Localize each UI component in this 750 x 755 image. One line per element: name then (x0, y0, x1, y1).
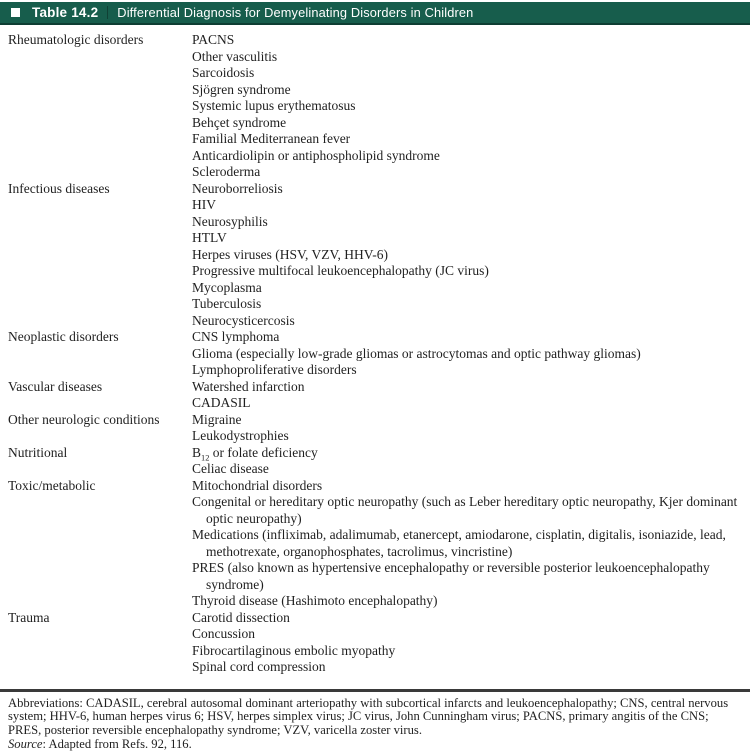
table-row (8, 412, 746, 445)
category-cell: Other neurologic conditions (8, 411, 160, 427)
source-label: Source (8, 737, 43, 752)
list-item: Neurosyphilis (192, 213, 268, 229)
list-item: Sjögren syndrome (192, 81, 291, 97)
items-cell (192, 478, 744, 610)
table-row (8, 329, 746, 379)
list-item: Congenital or hereditary optic neuropathy (such as Leber hereditary optic neuropathy, Kjer dominant optic neuropathy) (192, 494, 738, 526)
table-footnote (0, 689, 750, 753)
items-cell (192, 181, 744, 330)
table-row (8, 181, 746, 330)
list-item: Spinal cord compression (192, 659, 326, 674)
category-cell: Toxic/metabolic (8, 477, 96, 493)
category-cell: Nutritional (8, 444, 68, 460)
items-cell (192, 32, 744, 181)
list-item: Leukodystrophies (192, 428, 289, 443)
table-title: Differential Diagnosis for Demyelinating Disorders in Children (117, 5, 474, 20)
list-item: Neurocysticercosis (192, 312, 295, 328)
list-item: Other vasculitis (192, 48, 278, 64)
item-text: B (192, 444, 202, 460)
list-item: Carotid dissection (192, 609, 290, 625)
list-item: Concussion (192, 626, 256, 641)
table-header-bar (0, 2, 750, 25)
list-item: Anticardiolipin or antiphospholipid syndrome (192, 147, 440, 163)
items-cell (192, 445, 744, 478)
table-row (8, 32, 746, 181)
list-item: Tuberculosis (192, 296, 262, 311)
table-row (8, 478, 746, 610)
table-row (8, 379, 746, 412)
items-cell (192, 412, 744, 445)
category-cell: Trauma (8, 609, 50, 625)
list-item: Mitochondrial disorders (192, 477, 323, 493)
category-cell: Vascular diseases (8, 378, 103, 394)
table-row (8, 610, 746, 676)
list-item: PRES (also known as hypertensive encephalopathy or reversible posterior leukoencephalopathy syndrome) (192, 560, 710, 592)
list-item: HIV (192, 197, 216, 212)
category-cell: Rheumatologic disorders (8, 32, 144, 47)
header-divider (107, 6, 108, 19)
list-item: Glioma (especially low-grade gliomas or astrocytomas and optic pathway gliomas) (192, 345, 641, 361)
list-item: Familial Mediterranean fever (192, 131, 351, 146)
square-bullet-icon (11, 8, 20, 17)
list-item: Sarcoidosis (192, 65, 255, 80)
category-cell: Infectious diseases (8, 180, 110, 196)
list-item: Mycoplasma (192, 279, 262, 295)
source-text: : Adapted from Refs. 92, 116. (42, 737, 192, 752)
list-item: CADASIL (192, 395, 251, 410)
list-item: Thyroid disease (Hashimoto encephalopathy) (192, 593, 438, 608)
list-item: Medications (infliximab, adalimumab, etanercept, amiodarone, cisplatin, digitalis, isoniazide, lead, methotrexate, organophosphates, tacrolimus, vincristine) (192, 527, 726, 559)
subscript-text: 12 (201, 453, 210, 463)
list-item: Behçet syndrome (192, 114, 287, 130)
list-item: Herpes viruses (HSV, VZV, HHV-6) (192, 246, 389, 262)
list-item: Progressive multifocal leukoencephalopathy (JC virus) (192, 263, 489, 278)
list-item: HTLV (192, 230, 227, 245)
list-item: Celiac disease (192, 461, 269, 476)
items-cell (192, 379, 744, 412)
list-item: PACNS (192, 32, 235, 47)
items-cell (192, 329, 744, 379)
abbreviations-label: Abbreviations: (8, 695, 83, 710)
items-cell (192, 610, 744, 676)
abbreviations-note (8, 697, 744, 739)
abbreviations-text: CADASIL, cerebral autosomal dominant arteriopathy with subcortical infarcts and leukoencephalopathy; CNS, central nervous system; HHV-6, human herpes virus 6; HSV, herpes simplex virus; JC virus, John Cunningham virus; PACNS, primary angitis of the CNS; PRES, posterior reversible encephalopathy syndrome; VZV, varicella zoster virus. (8, 695, 729, 738)
table-body (0, 25, 750, 676)
list-item: CNS lymphoma (192, 329, 280, 344)
list-item (192, 445, 744, 462)
list-item: Migraine (192, 411, 242, 427)
table-row (8, 445, 746, 478)
list-item: Fibrocartilaginous embolic myopathy (192, 642, 396, 658)
list-item: Neuroborreliosis (192, 180, 283, 196)
list-item: Systemic lupus erythematosus (192, 98, 356, 113)
table-number-label: Table 14.2 (32, 5, 99, 20)
list-item: Scleroderma (192, 164, 261, 179)
source-note (8, 738, 744, 752)
list-item: Lymphoproliferative disorders (192, 362, 357, 377)
item-text: or folate deficiency (209, 444, 318, 460)
category-cell: Neoplastic disorders (8, 329, 119, 344)
list-item: Watershed infarction (192, 378, 305, 394)
